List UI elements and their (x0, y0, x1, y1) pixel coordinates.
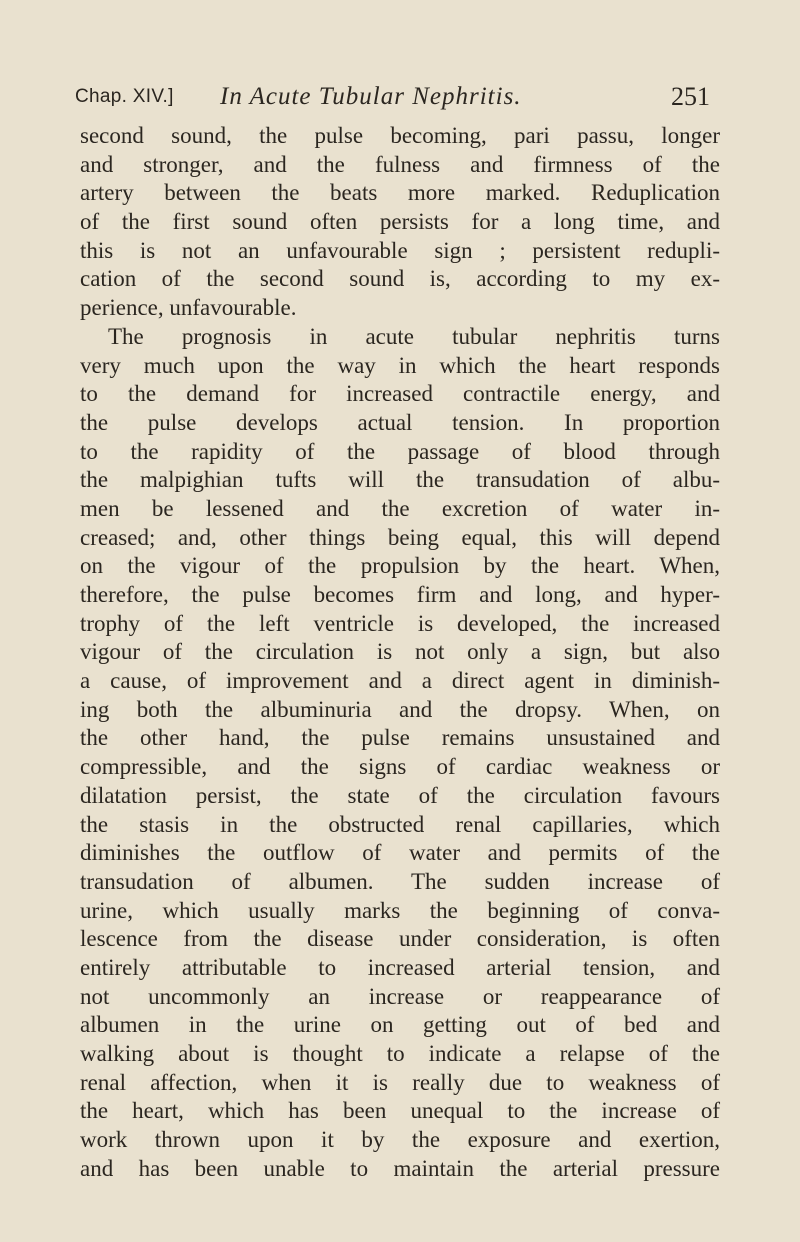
text-line: therefore, the pulse becomes firm and long, and hyper- (80, 582, 720, 607)
text-line: entirely attributable to increased arterial tension, and (80, 954, 720, 980)
text-line: the pulse develops actual tension. In proportion (80, 409, 720, 435)
text-line: perience, unfavourable. (80, 295, 297, 321)
text-line: transudation of albumen. The sudden increase of (80, 868, 720, 894)
text-line: creased; and, other things being equal, this will depend (80, 524, 720, 550)
running-title: In Acute Tubular Nephritis. (220, 83, 522, 110)
text-line: vigour of the circulation is not only a sign, but also (80, 639, 720, 665)
text-line: walking about is thought to indicate a relapse of the (80, 1041, 720, 1066)
running-head (75, 77, 710, 117)
text-line: dilatation persist, the state of the circulation favours (80, 782, 720, 808)
text-line: of the first sound often persists for a long time, and (80, 209, 720, 235)
text-line: cation of the second sound is, according to my ex- (80, 266, 720, 292)
text-line: this is not an unfavourable sign ; persistent redupli- (80, 237, 720, 263)
text-line: renal affection, when it is really due to weakness of (80, 1069, 720, 1095)
text-line: and has been unable to maintain the arterial pressure (80, 1155, 720, 1181)
text-line: not uncommonly an increase or reappearance of (80, 983, 720, 1009)
text-line: work thrown upon it by the exposure and exertion, (80, 1127, 720, 1153)
text-line: compressible, and the signs of cardiac weakness or (80, 754, 720, 780)
text-line: ing both the albuminuria and the dropsy. When, on (80, 696, 720, 722)
text-line: albumen in the urine on getting out of bed and (80, 1012, 720, 1038)
text-line: to the rapidity of the passage of blood through (80, 438, 720, 464)
text-line: on the vigour of the propulsion by the heart. When, (80, 553, 720, 579)
text-line: second sound, the pulse becoming, pari passu, longer (80, 123, 720, 148)
text-line: the stasis in the obstructed renal capillaries, which (80, 811, 720, 837)
text-line: the heart, which has been unequal to the increase of (80, 1098, 720, 1124)
text-line: the malpighian tufts will the transudation of albu- (80, 467, 720, 493)
text-line: to the demand for increased contractile energy, and (80, 381, 720, 407)
chapter-label: Chap. XIV.] (75, 86, 174, 107)
text-line: lescence from the disease under consideration, is often (80, 926, 720, 952)
paragraph-start-line: The prognosis in acute tubular nephritis turns (108, 323, 720, 349)
text-line: a cause, of improvement and a direct agent in diminish- (80, 668, 720, 694)
text-line: artery between the beats more marked. Reduplication (80, 180, 720, 206)
text-line: very much upon the way in which the heart responds (80, 352, 720, 378)
text-line: trophy of the left ventricle is developed, the increased (80, 610, 720, 636)
text-line: men be lessened and the excretion of water in- (80, 495, 720, 521)
text-line: and stronger, and the fulness and firmness of the (80, 151, 720, 177)
text-line: diminishes the outflow of water and permits of the (80, 840, 720, 866)
page-number: 251 (671, 82, 710, 111)
text-line: urine, which usually marks the beginning of conva- (80, 897, 720, 923)
body-text (80, 122, 720, 1183)
text-line: the other hand, the pulse remains unsustained and (80, 725, 720, 751)
